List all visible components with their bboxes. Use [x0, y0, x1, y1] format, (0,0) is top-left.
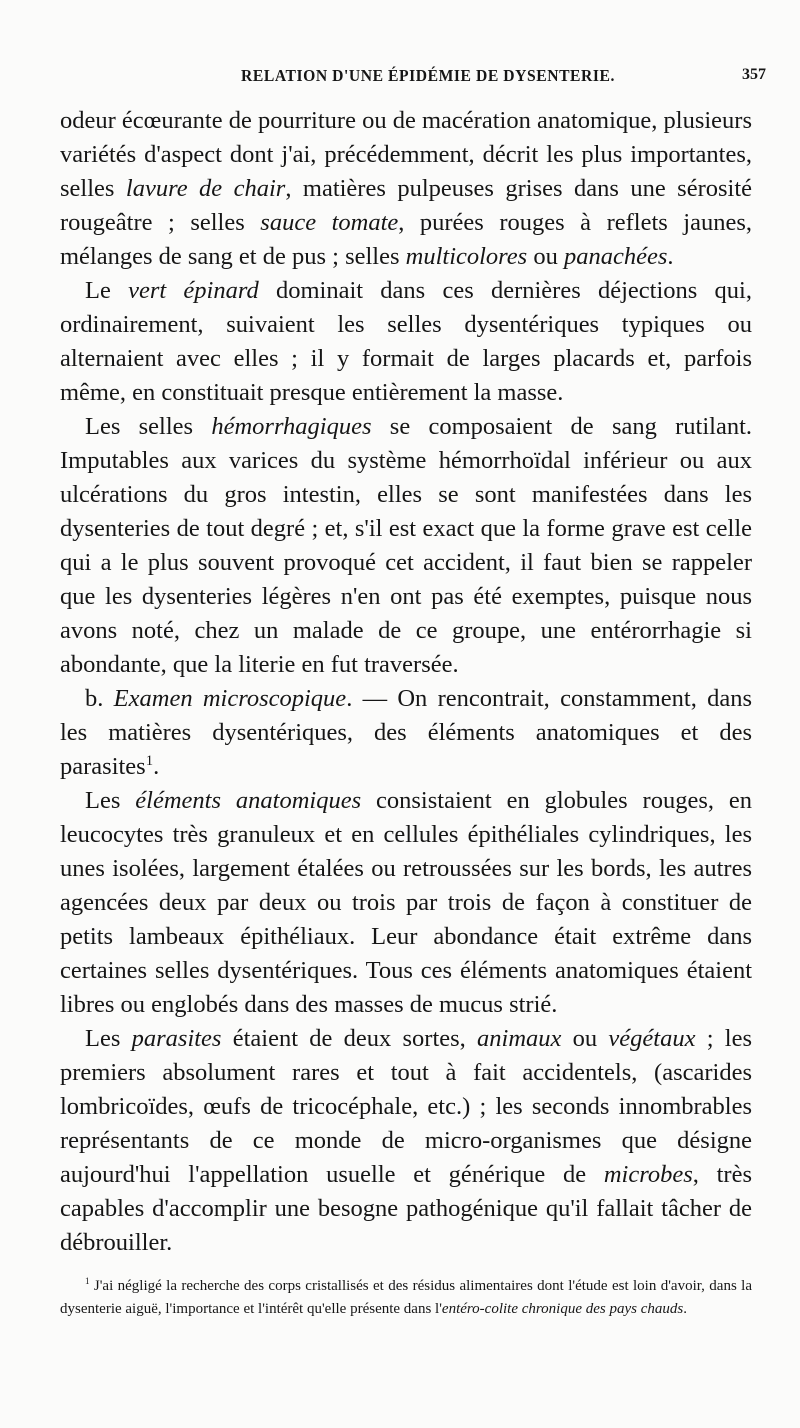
text-run: . — [683, 1301, 687, 1317]
paragraph — [60, 682, 752, 784]
text-run: . — [153, 753, 160, 780]
text-run: Les — [85, 1025, 132, 1052]
text-run: . — On rencontrait, constamment, dans les matières dysentériques, des éléments anatomiques et des parasites — [60, 685, 753, 780]
text-run: Le — [85, 277, 129, 304]
italic-term: parasites — [131, 1025, 222, 1052]
italic-term: animaux — [477, 1025, 562, 1052]
italic-term: Examen microscopique — [113, 685, 347, 712]
italic-term: panachées — [563, 243, 668, 270]
text-run: , matières pulpeuses grises dans une sérosité rougeâtre ; selles — [60, 175, 752, 236]
italic-term: entéro-colite chronique des pays chauds — [441, 1301, 684, 1317]
italic-term: sauce tomate — [260, 209, 399, 236]
italic-term: hémorrhagiques — [211, 413, 372, 440]
text-run: Les selles — [85, 413, 212, 440]
italic-term: vert épinard — [128, 277, 259, 304]
italic-term: multicolores — [405, 243, 528, 270]
text-run: étaient de deux sortes, — [221, 1025, 478, 1052]
text-run: ou — [561, 1025, 609, 1052]
text-run: , purées rouges à reflets jaunes, mélanges de sang et de pus ; selles — [60, 209, 753, 270]
text-run: ou — [527, 243, 564, 270]
paragraph — [60, 784, 752, 1022]
italic-term: végétaux — [608, 1025, 696, 1052]
italic-term: éléments anatomiques — [135, 787, 362, 814]
text-run: consistaient en globules rouges, en leucocytes très granuleux et en cellules épithéliales cylindriques, les unes isolées, largement étalées ou retroussées sur les bords, les autres agencées deux par deux ou trois par trois de façon à constituer de petits lambeaux épithéliaux. Leur abondance était extrême dans certaines selles dysentériques. Tous ces éléments anatomiques étaient libres ou englobés dans des masses de mucus strié. — [60, 787, 753, 1018]
text-run: se composaient de sang rutilant. Imputables aux varices du système hémorrhoïdal inférieur ou aux ulcérations du gros intestin, elles se sont manifestées dans les dysenteries de tout degré ; et, s'il est exact que la forme grave est celle qui a le plus souvent provoqué cet accident, il faut bien se rappeler que les dysenteries légères n'en ont pas été exemptes, puisque nous avons noté, chez un malade de ce groupe, une entérorrhagie si abondante, que la literie en fut traversée. — [60, 413, 752, 678]
paragraph — [60, 1022, 752, 1260]
running-title: RELATION D'UNE ÉPIDÉMIE DE DYSENTERIE. — [241, 66, 615, 85]
page-header — [90, 62, 766, 92]
footnote — [60, 1275, 752, 1321]
italic-term: microbes — [603, 1161, 693, 1188]
text-run: dominait dans ces dernières déjections qui, ordinairement, suivaient les selles dysentériques typiques ou alternaient avec elles ; il y formait de larges placards et, parfois même, en constituait presque entièrement la masse. — [60, 277, 752, 406]
text-run: J'ai négligé la recherche des corps cristallisés et des résidus alimentaires dont l'étude est loin d'avoir, dans la dysenterie aiguë, l'importance et l'intérêt qu'elle présente dans l' — [60, 1278, 752, 1317]
text-run: odeur écœurante de pourriture ou de macération anatomique, plusieurs variétés d'aspect dont j'ai, précédemment, décrit les plus importantes, selles — [60, 107, 752, 202]
italic-term: lavure de chair — [125, 175, 286, 202]
paragraph — [60, 274, 752, 410]
page-number: 357 — [742, 66, 766, 83]
paragraph — [60, 104, 752, 274]
paragraph — [60, 410, 752, 682]
text-run: . — [667, 243, 674, 270]
text-run: Les — [85, 787, 136, 814]
text-run: , très capables d'accomplir une besogne pathogénique qu'il fallait tâcher de débrouiller. — [60, 1161, 752, 1256]
footnote-marker: 1 — [145, 752, 154, 769]
footnote-marker: 1 — [85, 1276, 90, 1286]
footnote-paragraph — [60, 1275, 752, 1321]
text-run: b. — [85, 685, 114, 712]
body-text — [60, 104, 752, 1260]
text-run: ; les premiers absolument rares et tout à fait accidentels, (ascarides lombricoïdes, œufs de tricocéphale, etc.) ; les seconds innombrables représentants de ce monde de micro-organismes que désigne aujourd'hui l'appellation usuelle et générique de — [60, 1025, 753, 1188]
